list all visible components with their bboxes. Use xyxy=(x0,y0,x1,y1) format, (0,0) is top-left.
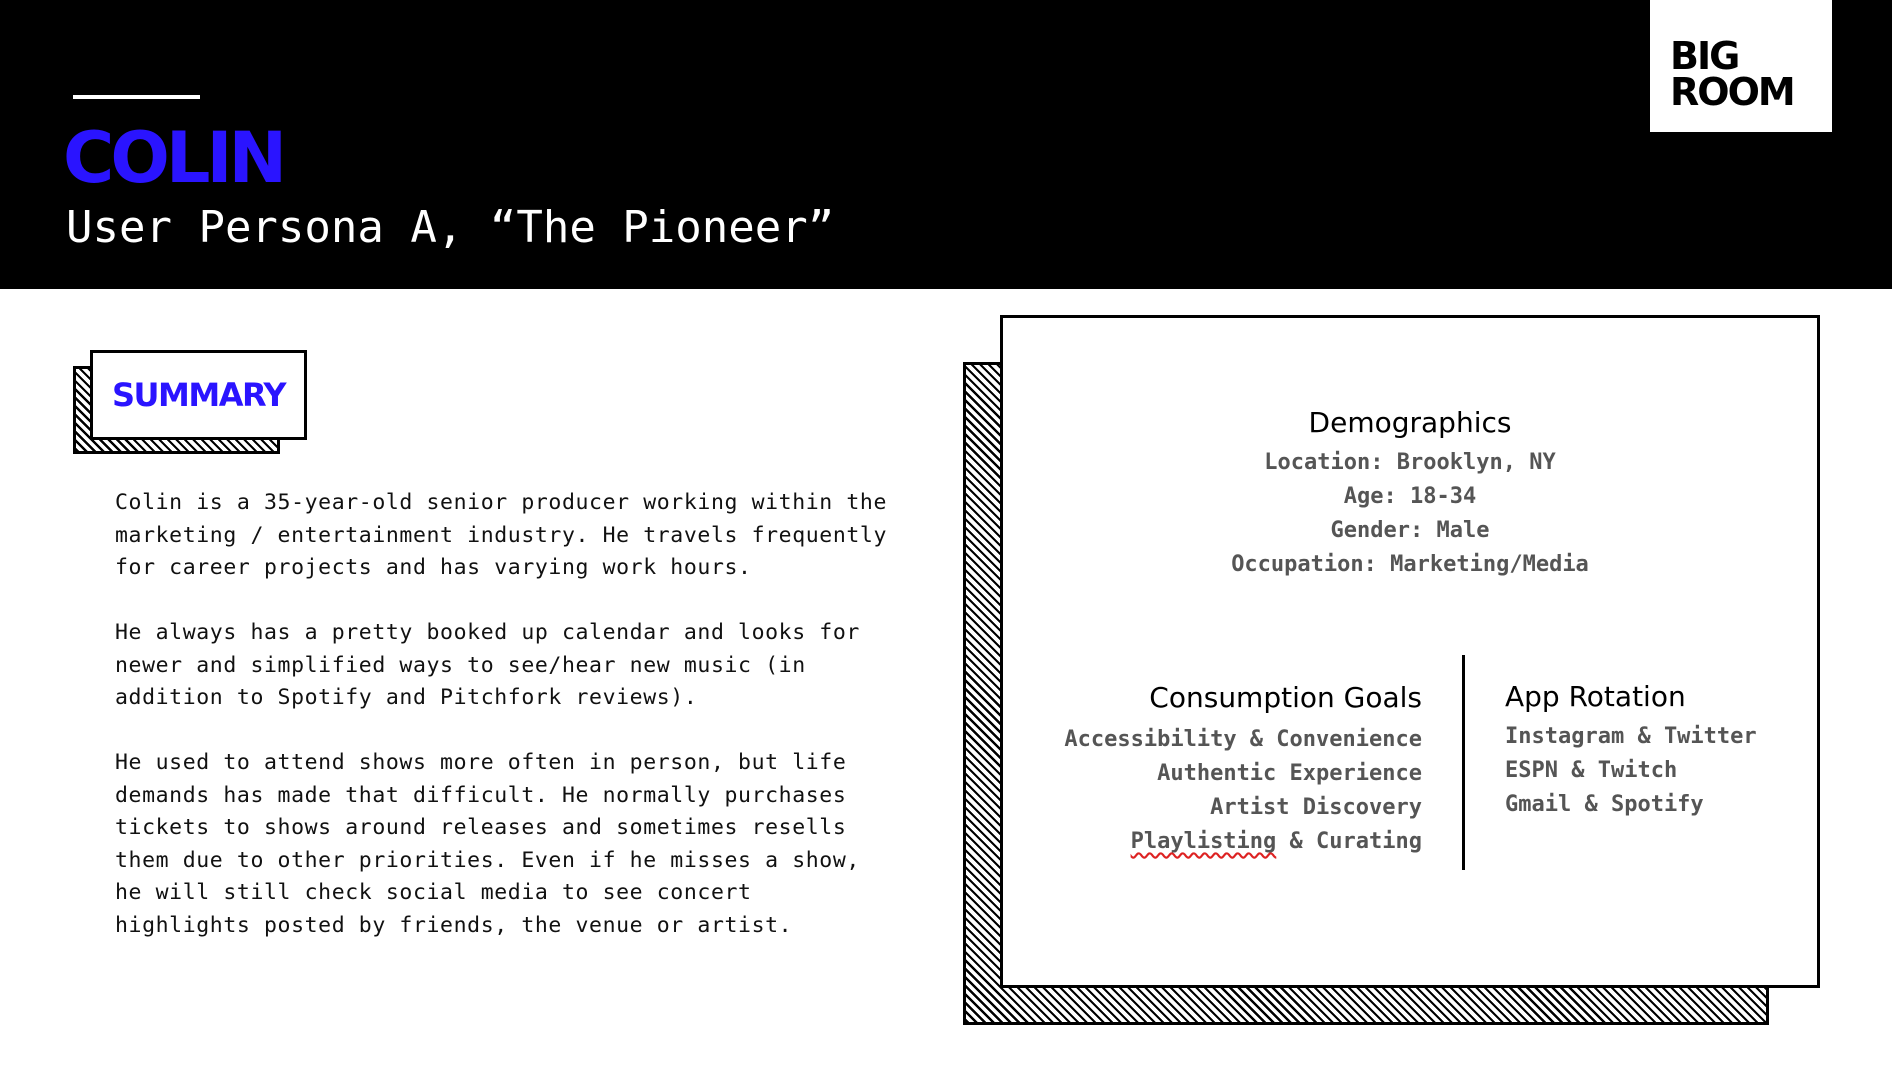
persona-subtitle: User Persona A, “The Pioneer” xyxy=(66,202,835,253)
header-rule xyxy=(73,95,200,99)
goal-item: Authentic Experience xyxy=(1157,761,1422,786)
logo-line-1: BIG xyxy=(1670,34,1739,78)
spellcheck-word: Playlisting xyxy=(1130,829,1277,854)
logo-text xyxy=(1670,34,1794,114)
demographics-heading: Demographics xyxy=(1308,406,1512,439)
goal-item xyxy=(1064,825,1422,859)
demographics-location: Location: Brooklyn, NY xyxy=(1264,450,1556,475)
app-rotation-list xyxy=(1505,720,1757,822)
logo-line-2: ROOM xyxy=(1670,70,1794,114)
info-card xyxy=(1000,315,1820,988)
summary-label-box xyxy=(90,350,307,440)
summary-paragraph-1: Colin is a 35-year-old senior producer working within the marketing / entertainment industry. He travels frequently for career projects and has varying work hours. xyxy=(115,490,888,580)
summary-paragraph-3: He used to attend shows more often in person, but life demands has made that difficult. He normally purchases tickets to shows around releases and sometimes resells them due to other priorities. Even if he misses a show, he will still check social media to see concert highlights posted by friends, the venue or artist. xyxy=(115,750,860,938)
demographics-list xyxy=(1003,446,1817,582)
goal-item: Accessibility & Convenience xyxy=(1064,727,1422,752)
goal-item-rest: & Curating xyxy=(1276,829,1422,854)
summary-title: SUMMARY xyxy=(111,376,286,414)
goal-item: Artist Discovery xyxy=(1210,795,1422,820)
persona-name: COLIN xyxy=(63,117,284,199)
consumption-goals-list xyxy=(1064,723,1422,859)
header-banner xyxy=(0,0,1892,289)
app-item: Gmail & Spotify xyxy=(1505,792,1704,817)
summary-paragraph-2: He always has a pretty booked up calendar and looks for newer and simplified ways to see/hear new music (in addition to Spotify and Pitchfork reviews). xyxy=(115,620,860,710)
consumption-goals-heading: Consumption Goals xyxy=(1149,681,1422,714)
app-rotation-heading: App Rotation xyxy=(1505,680,1686,713)
demographics-occupation: Occupation: Marketing/Media xyxy=(1231,552,1589,577)
big-room-logo xyxy=(1650,0,1832,132)
app-item: ESPN & Twitch xyxy=(1505,758,1678,783)
demographics-gender: Gender: Male xyxy=(1330,518,1490,543)
summary-body xyxy=(115,487,895,975)
demographics-age: Age: 18-34 xyxy=(1343,484,1477,509)
app-item: Instagram & Twitter xyxy=(1505,724,1757,749)
column-divider xyxy=(1462,655,1465,870)
